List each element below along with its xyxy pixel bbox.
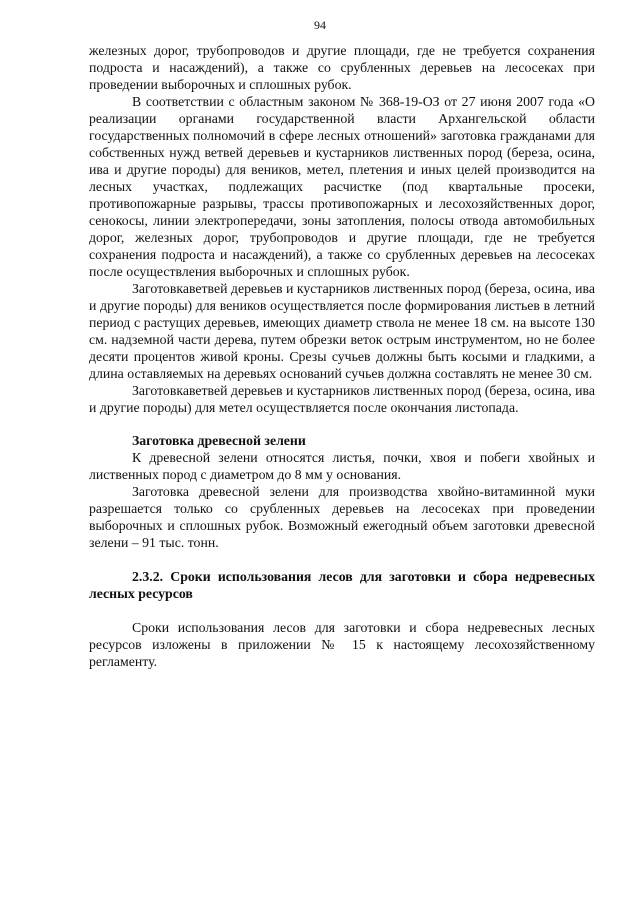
paragraph-regional-law: В соответствии с областным законом № 368-19-ОЗ от 27 июня 2007 года «О реализации органами государственной власти Архангельской области государственных полномочий в сфере лесных отношений» заготовка гражданами для собственных нужд ветвей деревьев и кустарников лиственных пород (береза, осина, ива и другие породы) для веников, метел, плетения и иных целей производится на лесных участках, подлежащих расчистке (под квартальные просеки, противопожарные разрывы, трассы противопожарных и лесохозяйственных дорог, сенокосы, линии электропередачи, зоны затопления, полосы отвода автомобильных дорог, железных дорог, трубопроводов и другие площади, где не требуется сохранения подроста и насаждений), а также со срубленных деревьев на лесосеках после осуществления выборочных и сплошных рубок. [89,94,595,279]
paragraph-besom-branches: Заготовкаветвей деревьев и кустарников лиственных пород (береза, осина, ива и другие породы) для метел осуществляется после окончания листопада. [89,383,595,415]
section-gap [89,416,595,432]
section-gap [89,602,595,619]
section-gap [89,551,595,568]
paragraph-broom-branches: Заготовкаветвей деревьев и кустарников лиственных пород (береза, осина, ива и другие породы) для веников осуществляется после формирования листьев в летний период с растущих деревьев, имеющих диаметр ствола не менее 18 см. на высоте 130 см. надземной части дерева, путем обрезки веток острым инструментом, но не более десяти процентов живой кроны. Срезы сучьев должны быть косыми и гладкими, а длина оставляемых на деревьях оснований сучьев должна составлять не менее 30 см. [89,281,595,381]
heading-section-2-3-2: 2.3.2. Сроки использования лесов для заготовки и сбора недревесных лесных ресурсов [89,569,595,601]
paragraph-greenery-harvest: Заготовка древесной зелени для производства хвойно-витаминной муки разрешается только со срубленных деревьев на лесосеках при проведении выборочных и сплошных рубок. Возможный ежегодный объем заготовки древесной зелени – 91 тыс. тонн. [89,484,595,550]
paragraph-terms-appendix: Сроки использования лесов для заготовки и сбора недревесных лесных ресурсов изложены в приложении № 15 к настоящему лесохозяйственному регламенту. [89,620,595,669]
heading-wood-greenery: Заготовка древесной зелени [132,433,306,448]
page-number: 94 [314,18,326,32]
paragraph-greenery-definition: К древесной зелени относятся листья, почки, хвоя и побеги хвойных и лиственных пород с диаметром до 8 мм у основания. [89,450,595,482]
paragraph-continuation: железных дорог, трубопроводов и другие площади, где не требуется сохранения подроста и насаждений), а также со срубленных деревьев на лесосеках при проведении выборочных и сплошных рубок. [89,43,595,92]
document-body [89,42,595,670]
